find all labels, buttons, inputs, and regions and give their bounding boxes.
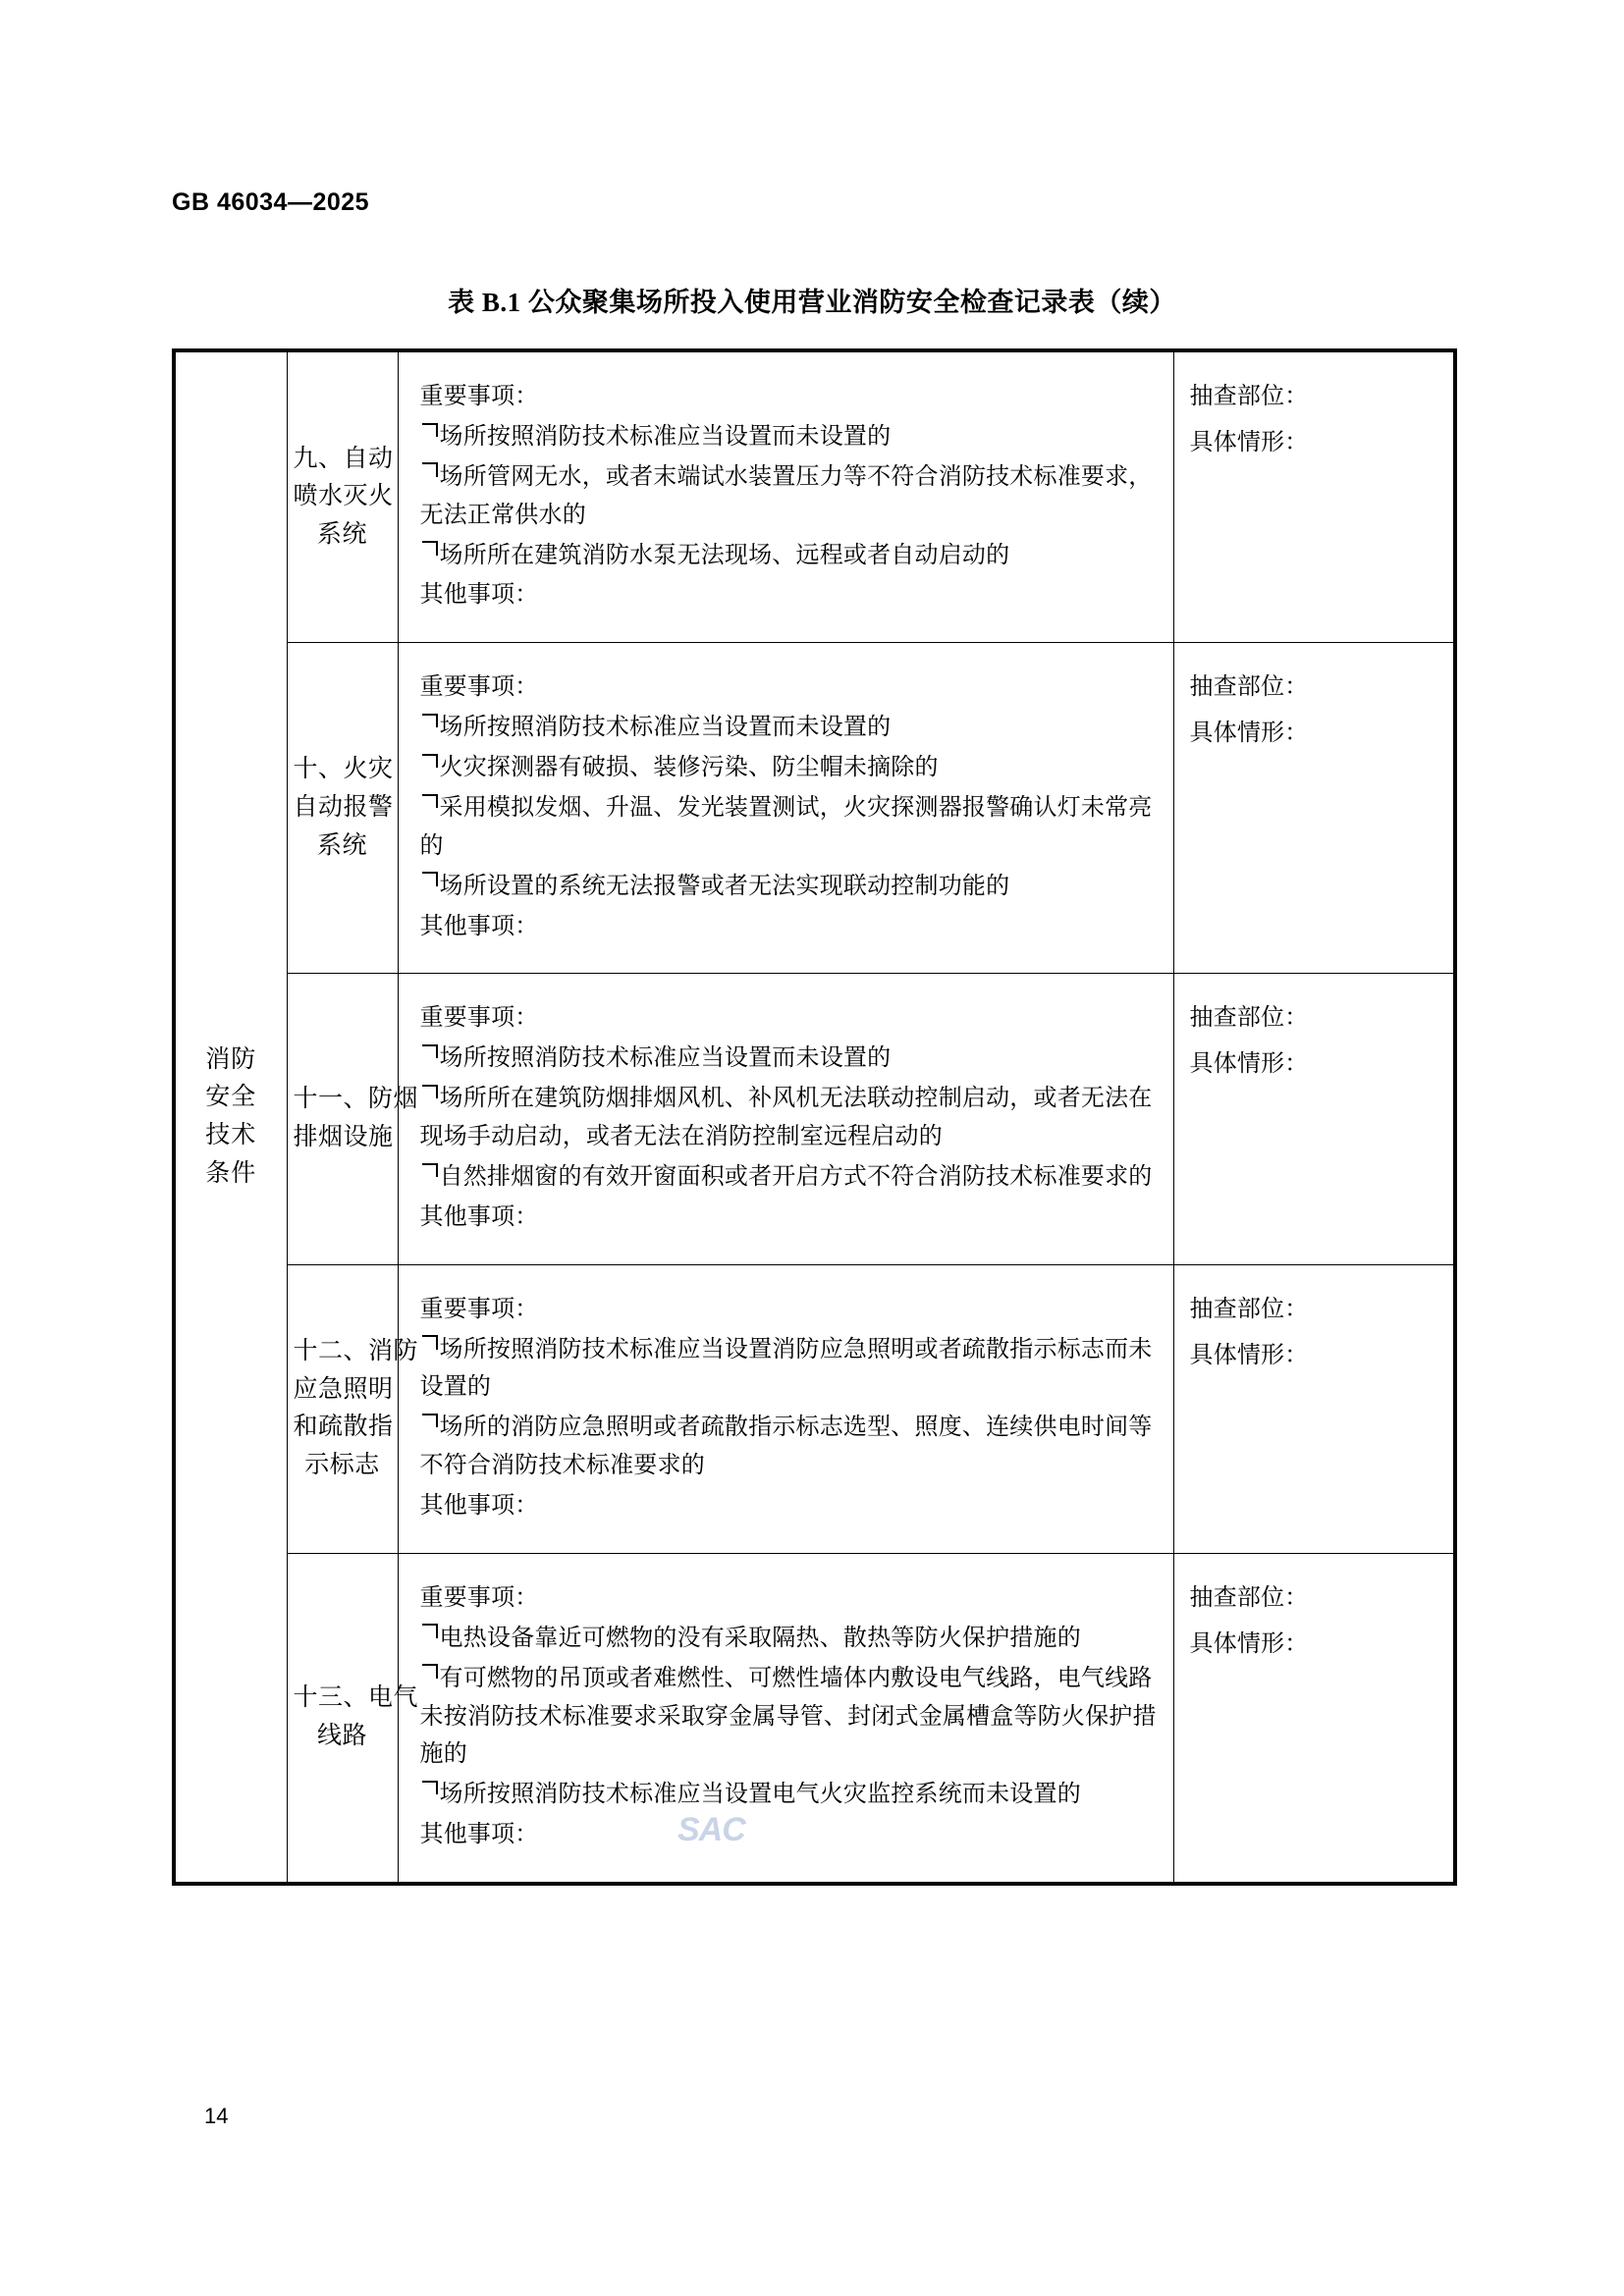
checklist-option-text: 场所按照消防技术标准应当设置而未设置的 [439,423,892,450]
group-label-line: 安全 [205,1084,257,1111]
checklist-option-text: 有可燃物的吊顶或者难燃性、可燃性墙体内敷设电气线路，电气线路未按消防技术标准要求采取穿金属导管、封闭式金属槽盒等防火保护措施的 [419,1665,1157,1768]
checklist-option-text: 场所的消防应急照明或者疏散指示标志选型、照度、连续供电时间等不符合消防技术标准要求的 [419,1415,1153,1479]
item-name-cell-12 [287,1264,419,1553]
item-name-line: 十二、消防 [293,1337,419,1364]
important-items-label: 重要事项： [419,1584,539,1611]
checklist-items-cell-9 [398,350,1173,643]
checklist-option-text: 火灾探测器有破损、装修污染、防尘帽未摘除的 [439,755,939,780]
checklist-option-text: 场所管网无水，或者末端试水装置压力等不符合消防技术标准要求，无法正常供水的 [419,463,1153,528]
checkbox-icon[interactable] [420,421,439,444]
important-items-label: 重要事项： [419,384,539,409]
inspection-situation-label[interactable]: 具体情形： [1189,429,1309,455]
inspection-note-cell-9 [1173,350,1455,643]
checklist-option-text: 场所所在建筑消防水泵无法现场、远程或者自动启动的 [439,542,1010,568]
inspection-situation-label[interactable]: 具体情形： [1189,1630,1309,1657]
item-name-cell-9 [287,350,398,643]
checkbox-icon[interactable] [420,461,439,484]
group-label-line: 条件 [205,1159,257,1187]
inspection-location-label[interactable]: 抽查部位： [1189,1584,1309,1611]
item-name-line: 排烟设施 [293,1124,394,1150]
checklist-table-wrapper [172,348,1453,1886]
table-body [174,350,1455,1884]
checklist-option[interactable] [420,1660,1160,1775]
checkbox-icon[interactable] [420,712,439,734]
checklist-option-text: 场所按照消防技术标准应当设置消防应急照明或者疏散指示标志而未设置的 [419,1336,1153,1401]
item-name-line: 九、自动 [293,445,394,472]
checklist-option-text: 自然排烟窗的有效开窗面积或者开启方式不符合消防技术标准要求的 [439,1163,1153,1190]
checkbox-icon[interactable] [420,540,439,562]
item-name-line: 自动报警 [293,793,394,821]
inspection-location-label[interactable]: 抽查部位： [1189,1296,1309,1322]
item-name-label [293,1680,419,1756]
checklist-option[interactable] [420,1331,1160,1408]
other-items-label: 其他事项： [419,582,539,609]
other-items-label: 其他事项： [419,1203,539,1230]
page-number: 14 [204,2104,229,2128]
checklist-items-cell-11 [398,974,1173,1264]
inspection-location-label[interactable]: 抽查部位： [1189,384,1309,409]
inspection-situation-label[interactable]: 具体情形： [1189,1342,1309,1368]
other-items-label: 其他事项： [419,1822,539,1848]
checklist-option[interactable] [420,1080,1160,1156]
checklist-option[interactable] [420,709,1160,747]
checklist-items-cell-13 [398,1553,1173,1884]
checkbox-icon[interactable] [420,1663,439,1685]
group-label-line: 消防 [205,1045,257,1073]
table-row [174,643,1455,974]
inspection-note-cell-11 [1173,974,1455,1264]
table-caption: 表 B.1 公众聚集场所投入使用营业消防安全检查记录表（续） [448,288,1176,317]
sac-watermark: SAC [677,1811,745,1848]
fire-safety-checklist-table [172,348,1457,1886]
table-row [174,1264,1455,1553]
item-name-label [294,441,392,555]
checklist-option[interactable] [420,458,1160,535]
table-row [174,1553,1455,1884]
checklist-option[interactable] [420,1158,1160,1197]
item-name-line: 十、火灾 [293,756,394,783]
checkbox-icon[interactable] [420,1161,439,1184]
item-name-line: 喷水灭火 [293,483,394,510]
item-name-line: 十三、电气 [293,1684,419,1712]
inspection-location-label[interactable]: 抽查部位： [1189,1005,1309,1032]
checklist-items-cell-10 [398,643,1173,974]
checkbox-icon[interactable] [420,1334,439,1357]
checklist-option[interactable] [420,537,1160,575]
checklist-option-text: 采用模拟发烟、升温、发光装置测试，火灾探测器报警确认灯未常亮的 [419,794,1153,859]
item-name-label [294,751,392,865]
checklist-option-text: 场所按照消防技术标准应当设置电气火灾监控系统而未设置的 [439,1782,1081,1808]
checkbox-icon[interactable] [420,1623,439,1645]
checklist-option[interactable] [420,749,1160,787]
important-items-label: 重要事项： [419,1296,539,1322]
checklist-option[interactable] [420,1620,1160,1658]
inspection-note-cell-13 [1173,1553,1455,1884]
checkbox-icon[interactable] [420,792,439,815]
item-name-line: 十一、防烟 [293,1086,419,1113]
checklist-option[interactable] [420,868,1160,906]
important-items-label: 重要事项： [419,1005,539,1032]
group-category-label [176,1041,287,1194]
checklist-option[interactable] [420,1776,1160,1814]
table-row [174,974,1455,1264]
checklist-option-text: 场所按照消防技术标准应当设置而未设置的 [439,1045,892,1072]
table-row [174,350,1455,643]
checklist-option[interactable] [420,418,1160,456]
inspection-location-label[interactable]: 抽查部位： [1189,674,1309,701]
item-name-cell-10 [287,643,398,974]
item-name-line: 应急照明 [293,1375,394,1403]
checkbox-icon[interactable] [420,871,439,893]
checklist-items-cell-12 [398,1264,1173,1553]
item-name-label [293,1333,419,1485]
item-name-label [293,1081,419,1157]
item-name-line: 系统 [316,521,367,548]
inspection-situation-label[interactable]: 具体情形： [1189,721,1309,747]
checkbox-icon[interactable] [420,1042,439,1065]
group-category-cell [174,350,287,1884]
item-name-cell-11 [287,974,419,1264]
item-name-line: 和疏散指 [293,1414,394,1441]
checklist-option[interactable] [420,789,1160,866]
checklist-option-text: 场所设置的系统无法报警或者无法实现联动控制功能的 [439,873,1010,899]
inspection-note-cell-12 [1173,1264,1455,1553]
item-name-cell-13 [287,1553,419,1884]
checkbox-icon[interactable] [420,1779,439,1801]
checklist-option-text: 场所所在建筑防烟排烟风机、补风机无法联动控制启动，或者无法在现场手动启动，或者无法在消防控制室远程启动的 [419,1086,1153,1149]
other-items-label: 其他事项： [419,1493,539,1519]
checkbox-icon[interactable] [420,752,439,774]
item-name-line: 线路 [316,1722,367,1749]
important-items-label: 重要事项： [419,674,539,701]
other-items-label: 其他事项： [419,913,539,939]
item-name-line: 示标志 [304,1452,380,1478]
checklist-option[interactable] [420,1040,1160,1078]
inspection-situation-label[interactable]: 具体情形： [1189,1051,1309,1078]
checklist-option[interactable] [420,1409,1160,1485]
inspection-note-cell-10 [1173,643,1455,974]
checkbox-icon[interactable] [420,1412,439,1434]
group-label-line: 技术 [205,1122,257,1148]
checklist-option-text: 电热设备靠近可燃物的没有采取隔热、散热等防火保护措施的 [439,1625,1081,1651]
standard-code-header: GB 46034—2025 [172,188,370,216]
checklist-option-text: 场所按照消防技术标准应当设置而未设置的 [439,715,892,741]
checkbox-icon[interactable] [420,1083,439,1105]
item-name-line: 系统 [316,831,367,859]
